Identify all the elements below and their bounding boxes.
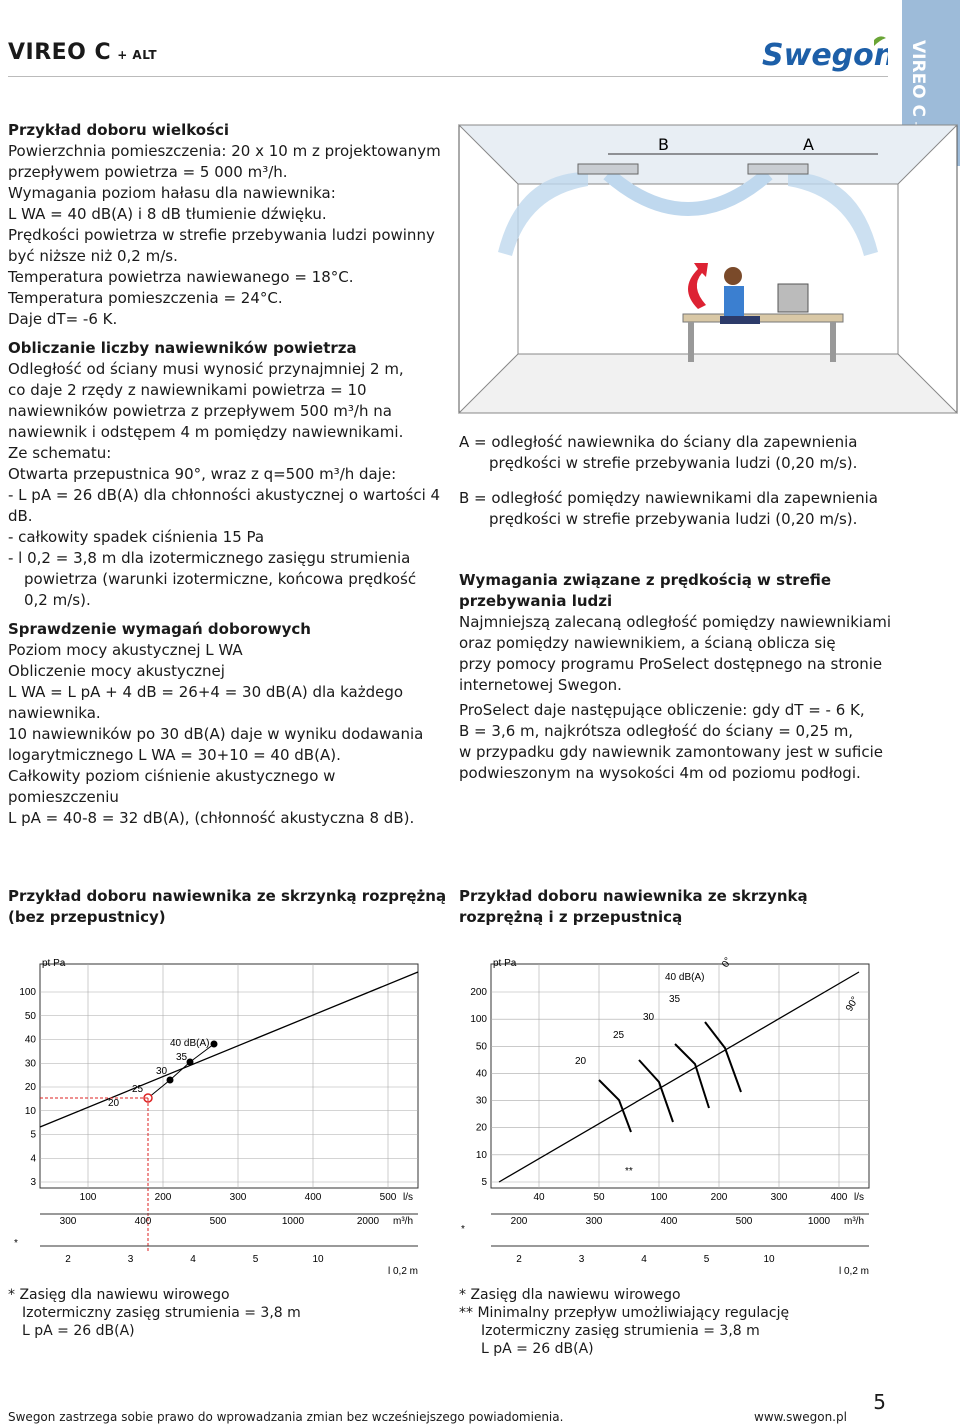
text: co daje 2 rzędy z nawiewnikami powietrza = 10: [8, 381, 367, 399]
text: nawiewnik i odstępem 4 m pomiędzy nawiewnikami.: [8, 423, 404, 441]
x2-tick: 200: [510, 1216, 528, 1227]
text: nawiewników powietrza z przepływem 500 m³/h na: [8, 402, 392, 420]
x2-tick: 2000: [356, 1216, 380, 1227]
chart1-title: Przykład doboru nawiewnika ze skrzynką rozprężną (bez przepustnicy): [8, 887, 447, 926]
text: internetowej Swegon.: [459, 676, 622, 694]
chart-2: [459, 952, 889, 1282]
footer-url[interactable]: www.swegon.pl: [754, 1410, 847, 1424]
text: B = odległość pomiędzy nawiewnikami dla zapewnienia: [459, 489, 878, 507]
x-tick: 40: [533, 1192, 545, 1203]
x-tick: 500: [379, 1192, 397, 1203]
chart2-title: Przykład doboru nawiewnika ze skrzynką rozprężną i z przepustnicą: [459, 887, 808, 926]
list-item: - całkowity spadek ciśnienia 15 Pa: [8, 528, 265, 546]
x-axis-unit: l/s: [854, 1192, 864, 1203]
x2-axis-unit: m³/h: [844, 1216, 864, 1227]
series-label: 40 dB(A): [170, 1038, 210, 1049]
x-tick: 400: [830, 1192, 848, 1203]
text: Poziom mocy akustycznej L WA: [8, 641, 243, 659]
series-label: 25: [132, 1084, 144, 1095]
svg-text:Swegon: Swegon: [762, 38, 888, 73]
side-tab-label: VIREO C: [908, 40, 928, 118]
x2-tick: 1000: [807, 1216, 831, 1227]
heading-example: Przykład doboru wielkości: [8, 121, 230, 139]
x-axis-unit: l/s: [403, 1192, 413, 1203]
text: Prędkości powietrza w strefie przebywania ludzi powinny: [8, 226, 435, 244]
heading-velocity: Wymagania związane z prędkością w strefie: [459, 571, 832, 589]
text: prędkości w strefie przebywania ludzi (0,20 m/s).: [489, 510, 858, 528]
series-label: 20: [108, 1098, 120, 1109]
double-star-marker: **: [625, 1166, 633, 1177]
x3-tick: 2: [516, 1254, 522, 1265]
label-b: B: [658, 135, 669, 154]
text: Całkowity poziom ciśnienie akustycznego w pomieszczeniu: [8, 767, 336, 806]
text: Odległość od ściany musi wynosić przynajmniej 2 m,: [8, 360, 404, 378]
y-tick: 200: [470, 987, 487, 998]
x2-tick: 300: [59, 1216, 77, 1227]
x-tick: 300: [229, 1192, 247, 1203]
swegon-logo: [762, 34, 888, 74]
y-tick: 50: [24, 1010, 36, 1022]
text: Otwarta przepustnica 90°, wraz z q=500 m³/h daje:: [8, 465, 397, 483]
page-title: VIREO C + ALT: [8, 40, 158, 65]
text: Powierzchnia pomieszczenia: 20 x 10 m z projektowanym: [8, 142, 441, 160]
chart2-label-40: 40 dB(A): [665, 972, 705, 983]
text: w przypadku gdy nawiewnik zamontowany jest w suficie: [459, 743, 883, 761]
x-tick: 200: [710, 1192, 728, 1203]
y-tick: 100: [19, 987, 36, 998]
series-label: 35: [176, 1052, 188, 1063]
x3-tick: 5: [252, 1254, 259, 1265]
heading-calc: Obliczanie liczby nawiewników powietrza: [8, 339, 357, 357]
text: L WA = 40 dB(A) i 8 dB tłumienie dźwięku.: [8, 205, 327, 223]
series-label: 35: [669, 994, 681, 1005]
x-tick: 100: [650, 1192, 668, 1203]
left-column: [8, 120, 448, 829]
y-tick: 5: [481, 1177, 487, 1188]
list-item: - L pA = 26 dB(A) dla chłonności akustycznej o wartości 4 dB.: [8, 486, 441, 525]
angle-label-90: 90°: [844, 994, 862, 1014]
heading-velocity-2: przebywania ludzi: [459, 592, 613, 610]
y-tick: 20: [475, 1122, 487, 1134]
label-a: A: [803, 135, 814, 154]
x-tick: 50: [593, 1192, 605, 1203]
series-label: 30: [643, 1012, 655, 1023]
text: prędkości w strefie przebywania ludzi (0,20 m/s).: [489, 454, 858, 472]
text: 10 nawiewników po 30 dB(A) daje w wyniku dodawania: [8, 725, 424, 743]
list-item: - l 0,2 = 3,8 m dla izotermicznego zasięgu strumienia: [8, 549, 411, 567]
text: L WA = L pA + 4 dB = 26+4 = 30 dB(A) dla każdego: [8, 683, 404, 701]
text: Daje dT= -6 K.: [8, 310, 118, 328]
x3-tick: 5: [703, 1254, 710, 1265]
text: oraz pomiędzy nawiewnikiem, a ścianą oblicza się: [459, 634, 836, 652]
x-tick: 400: [304, 1192, 322, 1203]
text: Temperatura pomieszczenia = 24°C.: [8, 289, 283, 307]
y-tick: 100: [470, 1014, 487, 1026]
series-label: 20: [575, 1056, 587, 1067]
page-number: 5: [873, 1390, 886, 1414]
x2-tick: 1000: [281, 1216, 305, 1227]
text: logarytmicznego L WA = 30+10 = 40 dB(A).: [8, 746, 341, 764]
star-marker: *: [14, 1238, 18, 1249]
text: podwieszonym na wysokości 4m od poziomu podłogi.: [459, 764, 861, 782]
room-illustration: [458, 124, 958, 414]
series-label: 30: [156, 1066, 168, 1077]
chart-1: [8, 952, 438, 1282]
text: B = 3,6 m, najkrótsza odległość do ściany = 0,25 m,: [459, 722, 854, 740]
y-tick: 10: [475, 1149, 487, 1161]
x2-tick: 400: [134, 1216, 152, 1227]
x3-axis-unit: l 0,2 m: [387, 1266, 419, 1277]
x3-tick: 2: [65, 1254, 71, 1265]
x3-tick: 3: [578, 1254, 585, 1265]
y-tick: 20: [24, 1082, 36, 1093]
y-tick: 5: [30, 1129, 36, 1141]
x3-tick: 10: [763, 1254, 775, 1265]
x3-axis-unit: l 0,2 m: [838, 1266, 870, 1277]
series-label: 25: [613, 1030, 625, 1041]
heading-check: Sprawdzenie wymagań doborowych: [8, 620, 311, 638]
x2-tick: 500: [209, 1216, 227, 1227]
list-item: powietrza (warunki izotermiczne, końcowa prędkość: [24, 570, 417, 588]
x3-tick: 4: [641, 1254, 647, 1265]
right-column: [459, 432, 954, 784]
y-tick: 40: [475, 1068, 487, 1080]
text: A = odległość nawiewnika do ściany dla zapewnienia: [459, 433, 858, 451]
text: Ze schematu:: [8, 444, 112, 462]
list-item: 0,2 m/s).: [24, 591, 91, 609]
x3-tick: 4: [190, 1254, 196, 1265]
x-tick: 200: [154, 1192, 172, 1203]
x-tick: 300: [770, 1192, 788, 1203]
text: Wymagania poziom hałasu dla nawiewnika:: [8, 184, 336, 202]
x2-tick: 300: [585, 1216, 603, 1227]
x2-tick: 400: [660, 1216, 678, 1227]
text: L pA = 40-8 = 32 dB(A), (chłonność akustyczna 8 dB).: [8, 809, 415, 827]
text: być niższe niż 0,2 m/s.: [8, 247, 178, 265]
y-tick: 50: [475, 1041, 487, 1053]
y-tick: 30: [475, 1095, 487, 1107]
y-tick: 30: [24, 1058, 36, 1070]
text: przepływem powietrza = 5 000 m³/h.: [8, 163, 288, 181]
y-axis-label: pt Pa: [493, 958, 517, 969]
y-tick: 3: [30, 1177, 36, 1188]
y-tick: 4: [30, 1153, 36, 1165]
header-divider: [8, 76, 888, 77]
star-marker: *: [461, 1224, 465, 1235]
x2-axis-unit: m³/h: [393, 1216, 413, 1227]
x2-tick: 500: [735, 1216, 753, 1227]
x3-tick: 3: [127, 1254, 134, 1265]
text: Obliczenie mocy akustycznej: [8, 662, 225, 680]
chart2-notes: * Zasięg dla nawiewu wirowego ** Minimalny przepływ umożliwiający regulację Izotermiczny zasięg strumienia = 3,8 m L pA = 26 dB(A): [459, 1287, 790, 1357]
x3-tick: 10: [312, 1254, 324, 1265]
x-tick: 100: [79, 1192, 97, 1203]
text: Najmniejszą zalecaną odległość pomiędzy nawiewnikiami: [459, 613, 892, 631]
angle-label-0: 0°: [720, 955, 735, 970]
text: nawiewnika.: [8, 704, 101, 722]
text: Temperatura powietrza nawiewanego = 18°C.: [8, 268, 354, 286]
footer-disclaimer: Swegon zastrzega sobie prawo do wprowadzania zmian bez wcześniejszego powiadomienia.: [8, 1410, 564, 1424]
y-tick: 10: [24, 1105, 36, 1117]
y-tick: 40: [24, 1034, 36, 1046]
text: ProSelect daje następujące obliczenie: gdy dT = - 6 K,: [459, 701, 865, 719]
chart1-notes: * Zasięg dla nawiewu wirowego Izotermiczny zasięg strumienia = 3,8 m L pA = 26 dB(A): [8, 1287, 301, 1339]
text: przy pomocy programu ProSelect dostępnego na stronie: [459, 655, 883, 673]
y-axis-label: pt Pa: [42, 958, 66, 969]
